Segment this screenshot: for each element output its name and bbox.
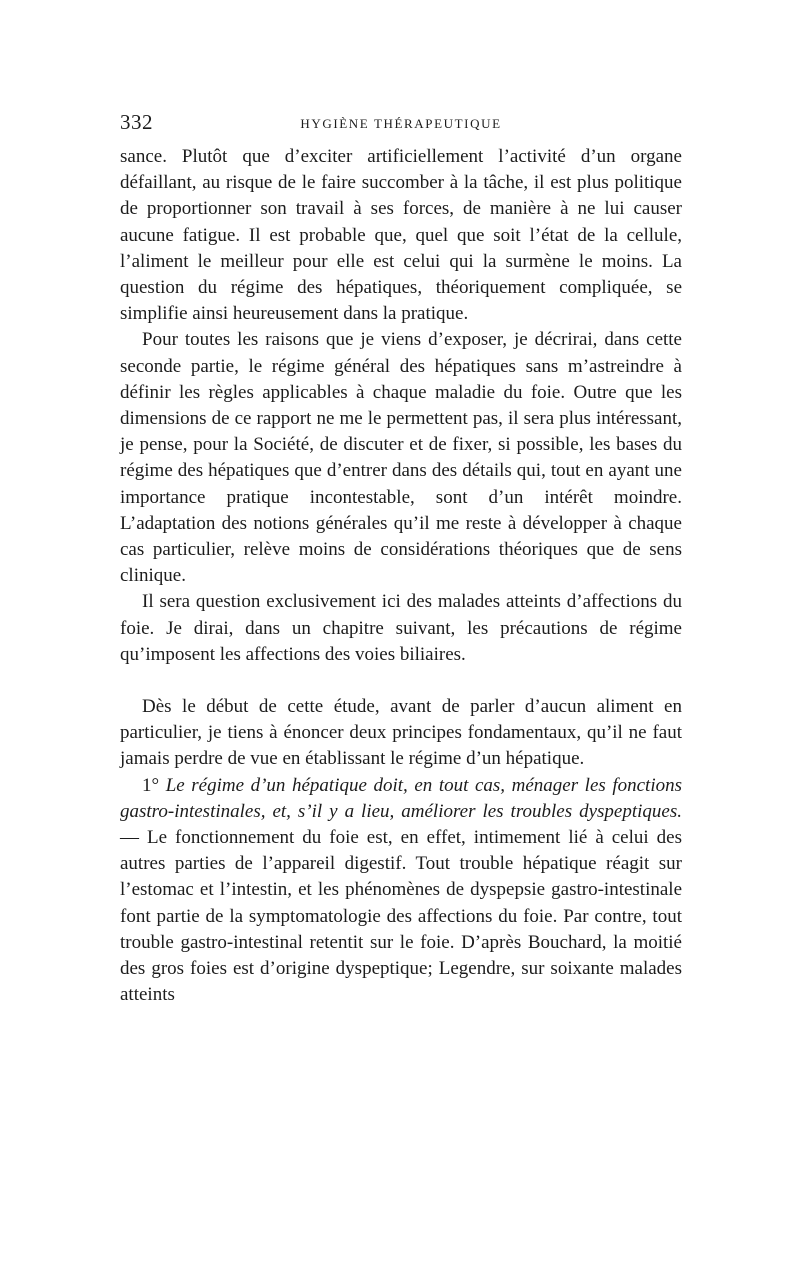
principle-explanation: — Le fonctionnement du foie est, en effet, intimement lié à celui des autres parties de l’appareil digestif. Tout trouble hépatique réagit sur l’estomac et l’intestin, et les phénomènes de dyspepsie gastro-intestinale font partie de la symptomatologie des affections du foie. Par contre, tout trouble gastro-intestinal retentit sur le foie. D’après Bouchard, la moitié des gros foies est d’origine dyspeptique; Legendre, sur soixante malades atteints [120,827,682,1006]
running-head: HYGIÈNE THÉRAPEUTIQUE [300,116,502,131]
paragraph: sance. Plutôt que d’exciter artificiellement l’activité d’un organe défaillant, au risque de le faire succomber à la tâche, il est plus politique de proportionner son travail à ses forces, de manière à ne lui causer aucune fatigue. Il est probable que, quel que soit l’état de la cellule, l’aliment le meilleur pour elle est celui qui la surmène le moins. La question du régime des hépatiques, théoriquement compliquée, se simplifie ainsi heureusement dans la pratique. [120,146,682,325]
principle-statement: Le régime d’un hépatique doit, en tout cas, ménager les fonctions gastro-intestinales, et, s’il y a lieu, améliorer les troubles dyspeptiques. [120,774,683,822]
body-text [120,144,682,1009]
principle-number: 1° [142,774,160,796]
principle-paragraph [120,773,682,1009]
page-number: 332 [120,110,153,134]
paragraph: Pour toutes les raisons que je viens d’exposer, je décrirai, dans cette seconde partie, le régime général des hépatiques sans m’astreindre à définir les règles applicables à chaque maladie du foie. Outre que les dimensions de ce rapport ne me le permettent pas, il sera plus intéressant, je pense, pour la Société, de discuter et de fixer, si possible, les bases du régime des hépatiques que d’entrer dans des détails qui, tout en ayant une importance pratique incontestable, sont d’un intérêt moindre. L’adaptation des notions générales qu’il me reste à développer à chaque cas particulier, relève moins de considérations théoriques que de sens clinique. [120,329,682,587]
paragraph: Dès le début de cette étude, avant de parler d’aucun aliment en particulier, je tiens à énoncer deux principes fondamentaux, qu’il ne faut jamais perdre de vue en établissant le régime d’un hépatique. [120,696,682,770]
page-header [120,106,682,140]
paragraph: Il sera question exclusivement ici des malades atteints d’affections du foie. Je dirai, dans un chapitre suivant, les précautions de régime qu’imposent les affections des voies biliaires. [120,591,682,665]
